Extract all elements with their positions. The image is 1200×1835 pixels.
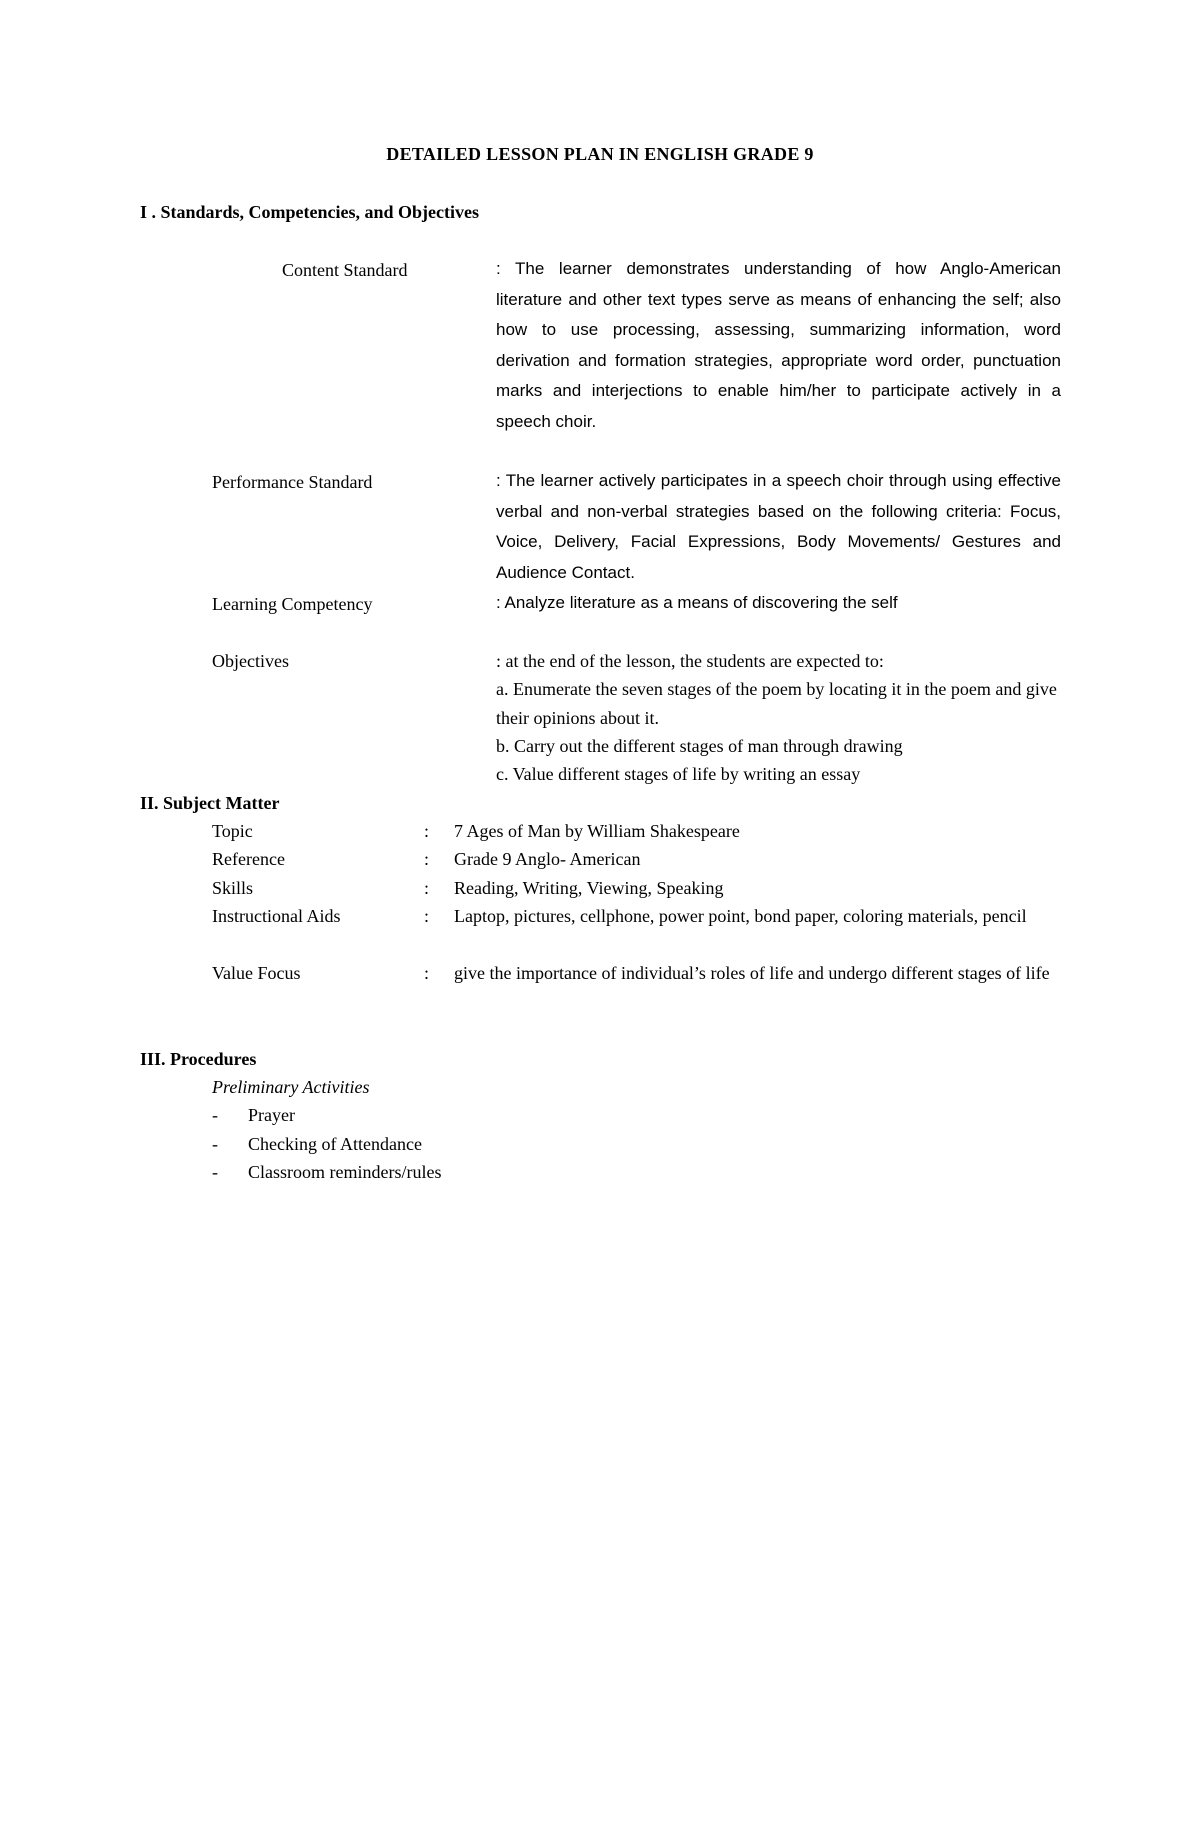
performance-standard-label: Performance Standard: [212, 472, 373, 492]
section-3-heading: III. Procedures: [140, 1049, 257, 1069]
learning-competency-value: : Analyze literature as a means of discovering the self: [496, 593, 898, 612]
bullet-dash: -: [212, 1105, 218, 1126]
objective-item: b. Carry out the different stages of man through drawing: [496, 735, 903, 756]
list-item-text: Classroom reminders/rules: [248, 1161, 442, 1182]
reference-label: Reference: [212, 849, 285, 869]
instructional-aids-text: Laptop, pictures, cellphone, power point, bond paper, coloring materials, pencil: [454, 906, 1027, 926]
instructional-aids-label: Instructional Aids: [212, 906, 341, 926]
performance-standard-value: : The learner actively participates in a speech choir through using effective verbal and non-verbal strategies based on the following criteria: Focus, Voice, Delivery, Facial Expressions, Body Movements/ Gestures and Audience Contact.: [496, 471, 1061, 582]
colon: :: [424, 963, 430, 983]
objectives-list: [496, 647, 1066, 788]
value-focus-label: Value Focus: [212, 963, 301, 983]
bullet-dash: -: [212, 1133, 218, 1154]
colon: :: [424, 906, 430, 926]
list-item-text: Prayer: [248, 1105, 295, 1126]
list-item: [212, 1158, 441, 1186]
skills-value: [424, 874, 1064, 902]
procedures-list: [212, 1073, 441, 1186]
learning-competency-label: Learning Competency: [212, 594, 373, 614]
objectives-intro: : at the end of the lesson, the students are expected to:: [496, 651, 884, 671]
section-1-heading: I . Standards, Competencies, and Objectives: [140, 202, 480, 222]
list-item: [212, 1101, 441, 1129]
objective-item: c. Value different stages of life by writing an essay: [496, 764, 861, 785]
bullet-dash: -: [212, 1161, 218, 1182]
skills-label: Skills: [212, 878, 254, 898]
preliminary-activities-heading: Preliminary Activities: [212, 1077, 370, 1097]
content-standard-label: Content Standard: [282, 260, 408, 280]
topic-value: [424, 817, 1064, 845]
objective-item: a. Enumerate the seven stages of the poem by locating it in the poem and give their opinions about it.: [496, 679, 1057, 728]
colon: :: [424, 849, 430, 869]
topic-label: Topic: [212, 821, 253, 841]
colon: :: [424, 878, 430, 898]
objectives-label: Objectives: [212, 651, 289, 671]
list-item: [212, 1130, 441, 1158]
reference-value: [424, 845, 1064, 873]
colon: :: [424, 821, 430, 841]
reference-text: Grade 9 Anglo- American: [454, 849, 641, 869]
skills-text: Reading, Writing, Viewing, Speaking: [454, 878, 724, 898]
list-item-text: Checking of Attendance: [248, 1133, 422, 1154]
section-2-heading: II. Subject Matter: [140, 793, 280, 813]
value-focus-text: give the importance of individual’s roles of life and undergo different stages of life: [454, 963, 1050, 983]
content-standard-value: : The learner demonstrates understanding of how Anglo-American literature and other text types serve as means of enhancing the self; also how to use processing, assessing, summarizing information, word derivation and formation strategies, appropriate word order, punctuation marks and interjections to enable him/her to participate actively in a speech choir.: [496, 259, 1061, 431]
document-title: DETAILED LESSON PLAN IN ENGLISH GRADE 9: [386, 144, 814, 164]
topic-text: 7 Ages of Man by William Shakespeare: [454, 821, 740, 841]
instructional-aids-value: [424, 902, 1064, 930]
value-focus-value: [424, 959, 1064, 987]
